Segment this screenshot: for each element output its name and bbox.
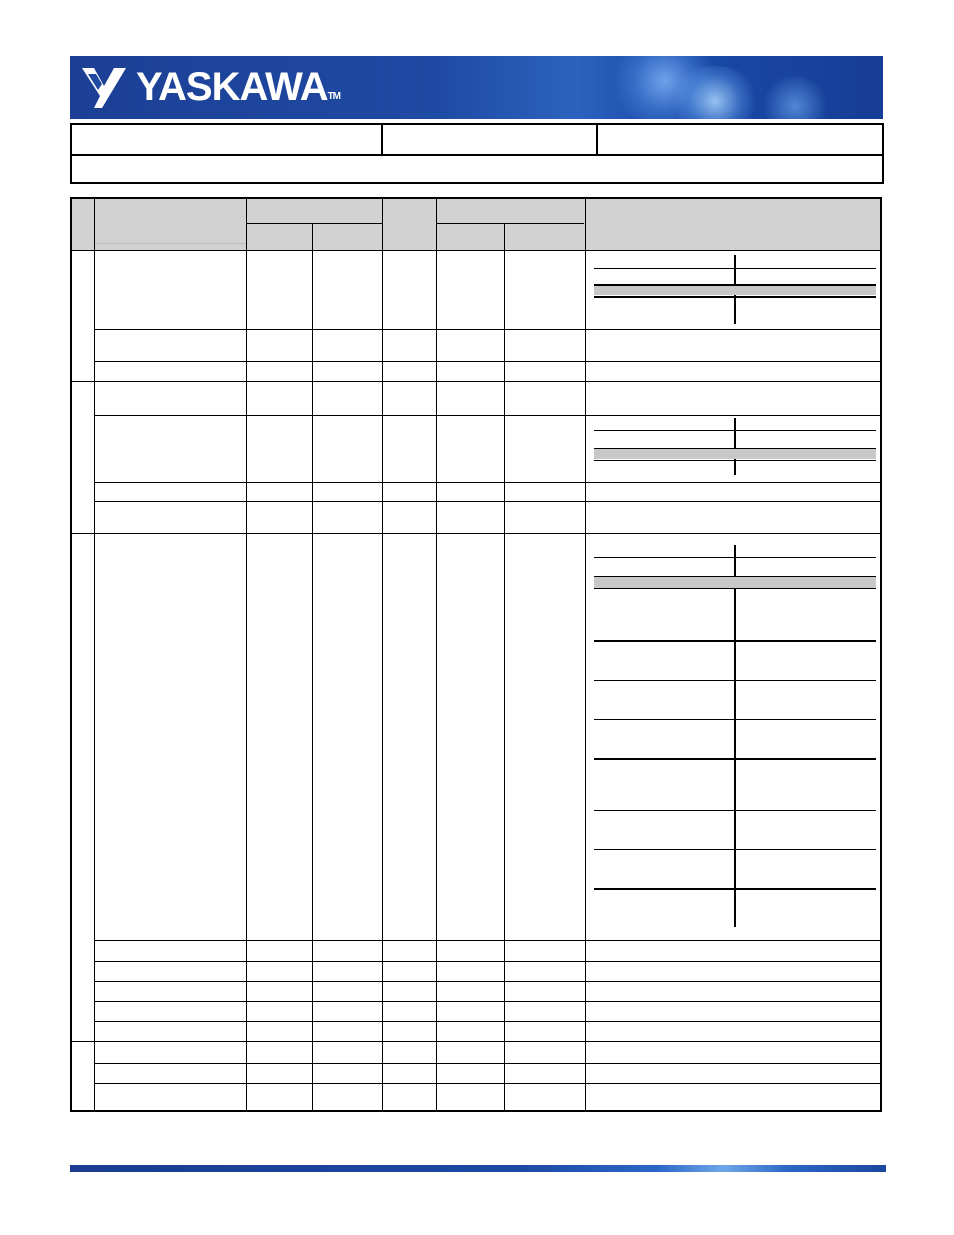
nested-divider <box>594 719 876 720</box>
row-divider <box>94 940 880 941</box>
column-divider <box>585 199 586 1110</box>
row-divider <box>94 961 880 962</box>
column-divider <box>246 199 247 1110</box>
nested-divider <box>594 640 876 642</box>
header-divider <box>246 223 382 224</box>
row-divider <box>94 329 880 330</box>
nested-table <box>594 418 876 476</box>
nested-divider <box>594 296 876 298</box>
nested-divider <box>734 418 736 475</box>
row-divider <box>94 1021 880 1022</box>
nested-divider <box>594 810 876 811</box>
banner-decoration <box>760 76 830 119</box>
title-divider <box>72 154 882 156</box>
nested-row-highlight <box>594 449 876 459</box>
nested-divider <box>734 545 736 927</box>
title-divider <box>596 125 598 154</box>
header-banner <box>70 56 883 119</box>
nested-divider <box>594 758 876 760</box>
nested-divider <box>594 284 876 286</box>
nested-divider <box>594 588 876 589</box>
title-divider <box>381 125 383 154</box>
header-divider <box>504 223 505 250</box>
row-divider <box>94 361 880 362</box>
group-divider <box>72 1041 880 1042</box>
nested-divider <box>594 430 876 431</box>
header-divider <box>312 223 313 250</box>
nested-divider <box>594 680 876 681</box>
row-divider <box>94 501 880 502</box>
nested-divider <box>594 888 876 890</box>
column-divider <box>436 199 437 1110</box>
nested-divider <box>594 849 876 850</box>
row-divider <box>72 250 880 251</box>
nested-divider <box>594 576 876 577</box>
nested-divider <box>594 460 876 461</box>
yaskawa-logo-icon <box>80 64 128 112</box>
nested-divider <box>594 557 876 558</box>
nested-row-highlight <box>594 285 876 295</box>
nested-divider <box>594 268 876 269</box>
header-divider <box>94 243 246 244</box>
column-divider <box>94 199 95 1110</box>
column-divider <box>382 199 383 1110</box>
header-divider <box>436 223 584 224</box>
brand-name: YASKAWA <box>136 65 328 109</box>
trademark: TM <box>327 91 341 102</box>
group-divider <box>72 381 880 382</box>
row-divider <box>94 1063 880 1064</box>
group-divider <box>72 533 880 534</box>
row-divider <box>94 1001 880 1002</box>
row-divider <box>94 1083 880 1084</box>
brand-logo <box>136 62 340 112</box>
nested-table <box>594 545 876 929</box>
nested-table <box>594 255 876 325</box>
document-title-box <box>70 123 884 184</box>
row-divider <box>94 415 880 416</box>
row-divider <box>94 981 880 982</box>
footer-bar <box>70 1165 886 1172</box>
row-divider <box>94 482 880 483</box>
nested-row-highlight <box>594 577 876 588</box>
